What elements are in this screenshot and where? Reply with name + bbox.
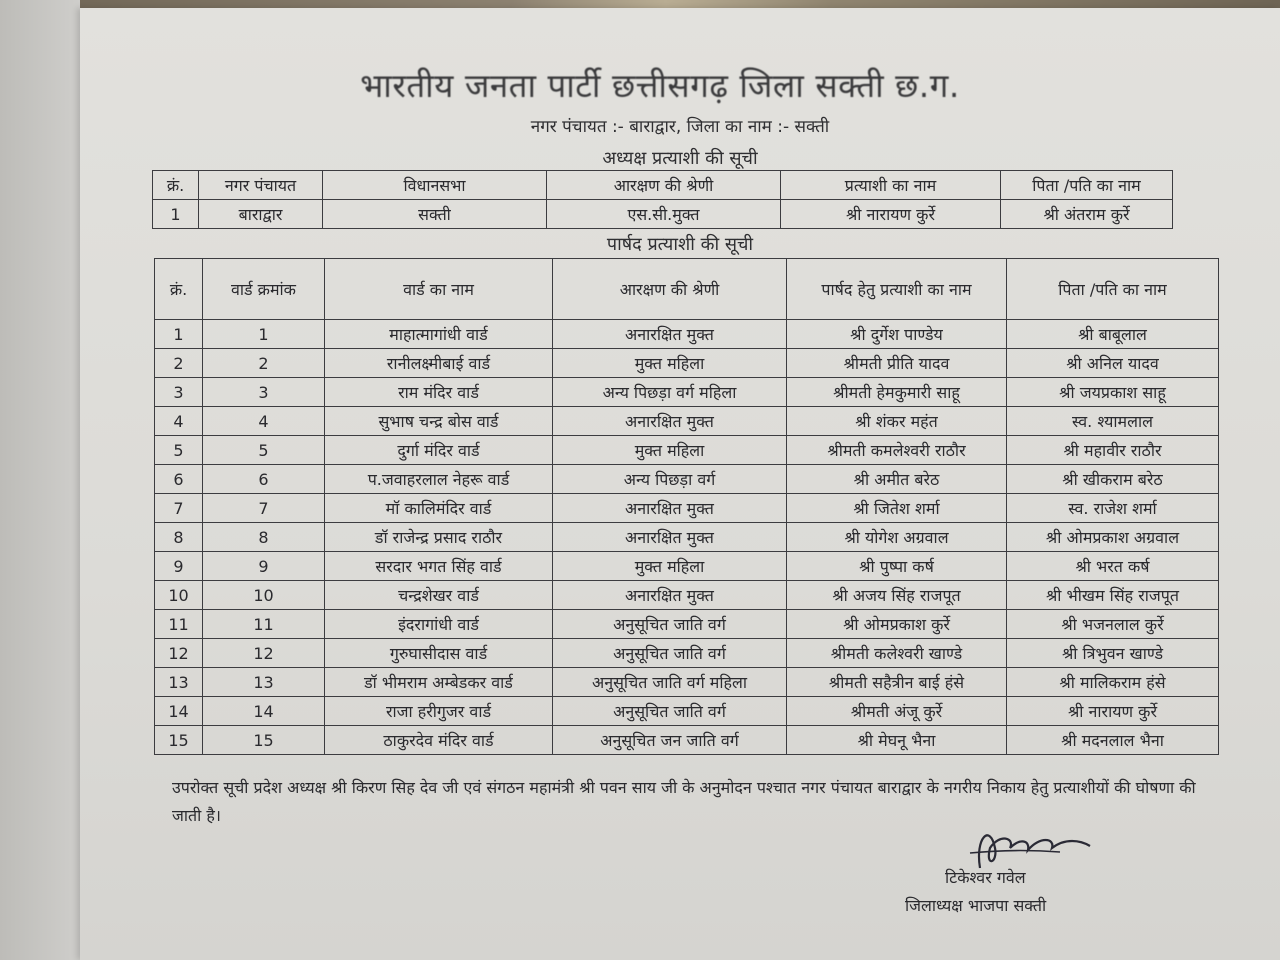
- table-cell: 4: [203, 407, 325, 436]
- table-cell: श्री पुष्पा कर्ष: [787, 552, 1007, 581]
- underlying-sheet: [0, 0, 80, 960]
- table-cell: अनुसूचित जाति वर्ग: [553, 697, 787, 726]
- table-row: [155, 378, 1219, 407]
- table-cell: 3: [155, 378, 203, 407]
- table-cell: 1: [153, 200, 199, 229]
- column-header: आरक्षण की श्रेणी: [547, 171, 781, 200]
- column-header: नगर पंचायत: [199, 171, 323, 200]
- signer-designation: जिलाध्यक्ष भाजपा सक्ती: [905, 896, 1047, 915]
- councillor-table-header: [155, 259, 1219, 320]
- table-cell: श्री शंकर महंत: [787, 407, 1007, 436]
- table-cell: इंदरागांधी वार्ड: [325, 610, 553, 639]
- table-cell: एस.सी.मुक्त: [547, 200, 781, 229]
- table-cell: 5: [155, 436, 203, 465]
- table-cell: डॉ भीमराम अम्बेडकर वार्ड: [325, 668, 553, 697]
- table-cell: 2: [203, 349, 325, 378]
- table-row: [153, 200, 1173, 229]
- column-header: पार्षद हेतु प्रत्याशी का नाम: [787, 259, 1007, 320]
- table-cell: श्री अंतराम कुर्रे: [1001, 200, 1173, 229]
- table-cell: श्रीमती कलेश्वरी खाण्डे: [787, 639, 1007, 668]
- table-cell: श्रीमती हेमकुमारी साहू: [787, 378, 1007, 407]
- table-cell: श्री योगेश अग्रवाल: [787, 523, 1007, 552]
- table-cell: श्री खीकराम बरेठ: [1007, 465, 1219, 494]
- table-cell: अनारक्षित मुक्त: [553, 523, 787, 552]
- table-cell: चन्द्रशेखर वार्ड: [325, 581, 553, 610]
- table-cell: 9: [155, 552, 203, 581]
- table-row: [155, 349, 1219, 378]
- column-header: वार्ड क्रमांक: [203, 259, 325, 320]
- column-header: क्रं.: [153, 171, 199, 200]
- table-cell: श्रीमती सहैत्रीन बाई हंसे: [787, 668, 1007, 697]
- table-cell: अनुसूचित जाति वर्ग: [553, 610, 787, 639]
- table-cell: श्री नारायण कुर्रे: [1007, 697, 1219, 726]
- table-cell: 9: [203, 552, 325, 581]
- document-subtitle: नगर पंचायत :- बाराद्वार, जिला का नाम :- सक्ती: [530, 117, 830, 137]
- table-cell: श्री महावीर राठौर: [1007, 436, 1219, 465]
- table-cell: 13: [155, 668, 203, 697]
- table-cell: 10: [203, 581, 325, 610]
- table-row: [155, 523, 1219, 552]
- table-cell: 3: [203, 378, 325, 407]
- table-cell: श्री अजय सिंह राजपूत: [787, 581, 1007, 610]
- table-cell: श्री मेघनू भैना: [787, 726, 1007, 755]
- table-cell: मुक्त महिला: [553, 349, 787, 378]
- table-cell: 6: [203, 465, 325, 494]
- announcement-note: उपरोक्त सूची प्रदेश अध्यक्ष श्री किरण सिह देव जी एवं संगठन महामंत्री श्री पवन साय जी के अनुमोदन पश्चात नगर पंचायत बाराद्वार के नगरीय निकाय हेतु प्रत्याशीयों की घोषणा की जाती है।: [172, 778, 1196, 825]
- table-cell: मॉ कालिमंदिर वार्ड: [325, 494, 553, 523]
- councillor-list-caption: पार्षद प्रत्याशी की सूची: [606, 234, 754, 255]
- table-cell: 14: [203, 697, 325, 726]
- table-cell: 7: [155, 494, 203, 523]
- signer-name: टिकेश्वर गवेल: [945, 868, 1026, 887]
- column-header: विधानसभा: [323, 171, 547, 200]
- table-cell: अन्य पिछड़ा वर्ग: [553, 465, 787, 494]
- table-cell: 4: [155, 407, 203, 436]
- table-cell: रानीलक्ष्मीबाई वार्ड: [325, 349, 553, 378]
- table-cell: अनारक्षित मुक्त: [553, 407, 787, 436]
- table-cell: दुर्गा मंदिर वार्ड: [325, 436, 553, 465]
- table-row: [155, 639, 1219, 668]
- table-row: [155, 610, 1219, 639]
- president-table: [152, 170, 1173, 229]
- table-cell: मुक्त महिला: [553, 552, 787, 581]
- table-cell: मुक्त महिला: [553, 436, 787, 465]
- table-cell: ठाकुरदेव मंदिर वार्ड: [325, 726, 553, 755]
- table-cell: 5: [203, 436, 325, 465]
- table-cell: 11: [203, 610, 325, 639]
- table-row: [155, 407, 1219, 436]
- table-cell: 6: [155, 465, 203, 494]
- table-cell: 12: [155, 639, 203, 668]
- table-cell: 10: [155, 581, 203, 610]
- table-cell: श्री भजनलाल कुर्रे: [1007, 610, 1219, 639]
- table-cell: अनारक्षित मुक्त: [553, 581, 787, 610]
- table-cell: अनुसूचित जन जाति वर्ग: [553, 726, 787, 755]
- table-cell: सरदार भगत सिंह वार्ड: [325, 552, 553, 581]
- table-cell: 12: [203, 639, 325, 668]
- table-cell: 1: [203, 320, 325, 349]
- table-row: [155, 436, 1219, 465]
- table-row: [155, 697, 1219, 726]
- table-cell: 13: [203, 668, 325, 697]
- table-cell: स्व. श्यामलाल: [1007, 407, 1219, 436]
- table-cell: 1: [155, 320, 203, 349]
- president-table-header: [153, 171, 1173, 200]
- table-cell: श्री मालिकराम हंसे: [1007, 668, 1219, 697]
- president-list-caption: अध्यक्ष प्रत्याशी की सूची: [602, 148, 758, 169]
- table-cell: 15: [203, 726, 325, 755]
- document-title: भारतीय जनता पार्टी छत्तीसगढ़ जिला सक्ती छ.ग.: [360, 66, 960, 105]
- table-cell: श्री अनिल यादव: [1007, 349, 1219, 378]
- table-cell: श्री भरत कर्ष: [1007, 552, 1219, 581]
- table-row: [155, 465, 1219, 494]
- table-cell: 14: [155, 697, 203, 726]
- table-cell: गुरुघासीदास वार्ड: [325, 639, 553, 668]
- table-cell: 11: [155, 610, 203, 639]
- table-cell: स्व. राजेश शर्मा: [1007, 494, 1219, 523]
- table-row: [155, 494, 1219, 523]
- councillor-table: [154, 258, 1219, 755]
- table-cell: 7: [203, 494, 325, 523]
- table-cell: श्रीमती अंजू कुर्रे: [787, 697, 1007, 726]
- table-cell: श्री त्रिभुवन खाण्डे: [1007, 639, 1219, 668]
- table-row: [155, 552, 1219, 581]
- table-cell: राम मंदिर वार्ड: [325, 378, 553, 407]
- table-cell: श्रीमती प्रीति यादव: [787, 349, 1007, 378]
- table-cell: अनारक्षित मुक्त: [553, 494, 787, 523]
- table-cell: 8: [203, 523, 325, 552]
- column-header: क्रं.: [155, 259, 203, 320]
- table-cell: अनुसूचित जाति वर्ग महिला: [553, 668, 787, 697]
- table-cell: 2: [155, 349, 203, 378]
- column-header: आरक्षण की श्रेणी: [553, 259, 787, 320]
- table-cell: 8: [155, 523, 203, 552]
- table-cell: 15: [155, 726, 203, 755]
- table-cell: श्री भीखम सिंह राजपूत: [1007, 581, 1219, 610]
- table-cell: सक्ती: [323, 200, 547, 229]
- table-cell: श्री अमीत बरेठ: [787, 465, 1007, 494]
- column-header: वार्ड का नाम: [325, 259, 553, 320]
- table-cell: श्री ओमप्रकाश अग्रवाल: [1007, 523, 1219, 552]
- table-cell: बाराद्वार: [199, 200, 323, 229]
- table-cell: राजा हरीगुजर वार्ड: [325, 697, 553, 726]
- table-cell: अनुसूचित जाति वर्ग: [553, 639, 787, 668]
- table-row: [155, 668, 1219, 697]
- table-cell: श्री दुर्गेश पाण्डेय: [787, 320, 1007, 349]
- table-cell: प.जवाहरलाल नेहरू वार्ड: [325, 465, 553, 494]
- table-row: [155, 320, 1219, 349]
- table-cell: श्री जितेश शर्मा: [787, 494, 1007, 523]
- table-cell: डॉ राजेन्द्र प्रसाद राठौर: [325, 523, 553, 552]
- table-row: [155, 726, 1219, 755]
- table-cell: श्री जयप्रकाश साहू: [1007, 378, 1219, 407]
- table-cell: माहात्मागांधी वार्ड: [325, 320, 553, 349]
- table-row: [155, 581, 1219, 610]
- table-cell: श्री मदनलाल भैना: [1007, 726, 1219, 755]
- table-cell: सुभाष चन्द्र बोस वार्ड: [325, 407, 553, 436]
- column-header: पिता /पति का नाम: [1001, 171, 1173, 200]
- table-cell: श्री बाबूलाल: [1007, 320, 1219, 349]
- table-cell: श्रीमती कमलेश्वरी राठौर: [787, 436, 1007, 465]
- column-header: पिता /पति का नाम: [1007, 259, 1219, 320]
- column-header: प्रत्याशी का नाम: [781, 171, 1001, 200]
- table-cell: अन्य पिछड़ा वर्ग महिला: [553, 378, 787, 407]
- table-cell: श्री नारायण कुर्रे: [781, 200, 1001, 229]
- table-cell: श्री ओमप्रकाश कुर्रे: [787, 610, 1007, 639]
- table-cell: अनारक्षित मुक्त: [553, 320, 787, 349]
